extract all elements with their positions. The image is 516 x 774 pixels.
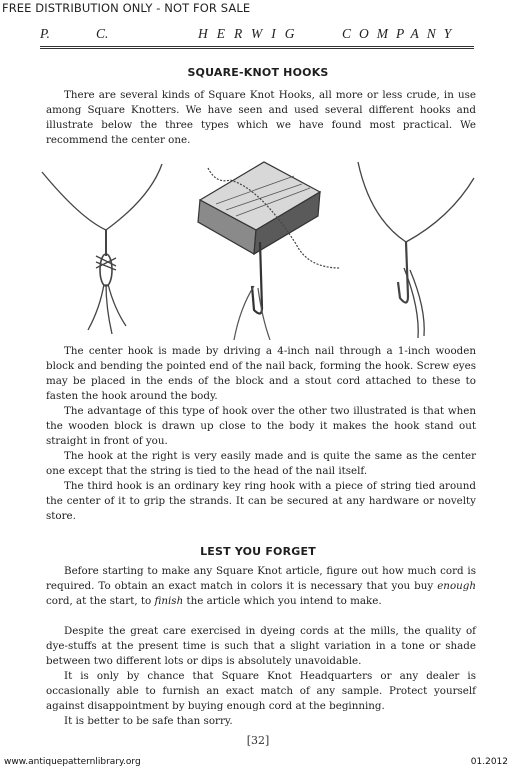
forget-paragraph-1: Before starting to make any Square Knot article, figure out how much cord is required. To obtain an exact match in colors it is necessary that you buy enough cord, at the start, to finish the article which you intend to make. <box>46 565 476 607</box>
section-title-lest-you-forget: LEST YOU FORGET <box>200 545 316 558</box>
advantage-paragraph: The advantage of this type of hook over the other two illustrated is that when the wooden block is drawn up close to the body it makes the hook stand out straight in front of you. <box>46 405 476 447</box>
page-number: [32] <box>246 734 270 747</box>
key-ring-hook-drawing <box>42 164 162 334</box>
header-initial-c: C. <box>96 26 109 41</box>
center-hook-paragraph: The center hook is made by driving a 4-inch nail through a 1-inch wooden block and bending the pointed end of the nail back, forming the hook. Screw eyes may be placed in the ends of the block and a stout cord attached to these to fasten the hook around the body. <box>46 345 476 402</box>
forget-paragraph-2: Despite the great care exercised in dyeing cords at the mills, the quality of dye-stuffs at the present time is such that a slight variation in a tone or shade between two different lots or dips is absolutely unavoidable. <box>46 625 476 667</box>
emphasis-enough: enough <box>437 580 476 592</box>
footer-url: www.antiquepatternlibrary.org <box>4 757 141 767</box>
header-initial-p: P. <box>40 26 50 41</box>
right-hook-paragraph: The hook at the right is very easily made and is quite the same as the center one except that the string is tied to the head of the nail itself. <box>46 450 476 477</box>
footer-date: 01.2012 <box>470 757 508 767</box>
section-title-hooks: SQUARE-KNOT HOOKS <box>187 66 329 79</box>
emphasis-finish: finish <box>154 595 184 607</box>
forget-paragraph-3: It is only by chance that Square Knot Headquarters or any dealer is occasionally able to furnish an exact match of any sample. Protect yourself against disappointment by buying enough cord at the beginning. <box>46 670 476 712</box>
header-rule-thin <box>40 48 474 49</box>
wooden-block-hook-drawing <box>198 162 340 340</box>
header-rule <box>40 46 474 47</box>
intro-paragraph <box>46 88 476 148</box>
hooks-illustration <box>40 158 476 340</box>
header-company: COMPANY <box>342 26 460 41</box>
nail-hook-drawing <box>358 162 474 338</box>
intro-text: There are several kinds of Square Knot Hooks, all more or less crude, in use among Square Knotters. We have seen and used several different hooks and illustrate below the three types which we have found most practical. We recommend the center one. <box>46 89 476 146</box>
watermark-text: FREE DISTRIBUTION ONLY - NOT FOR SALE <box>2 1 251 15</box>
third-hook-paragraph: The third hook is an ordinary key ring hook with a piece of string tied around the center of it to grip the strands. It can be secured at any hardware or novelty store. <box>46 480 476 522</box>
forget-paragraph-4: It is better to be safe than sorry. <box>64 715 233 727</box>
header-name: HERWIG <box>198 26 304 41</box>
